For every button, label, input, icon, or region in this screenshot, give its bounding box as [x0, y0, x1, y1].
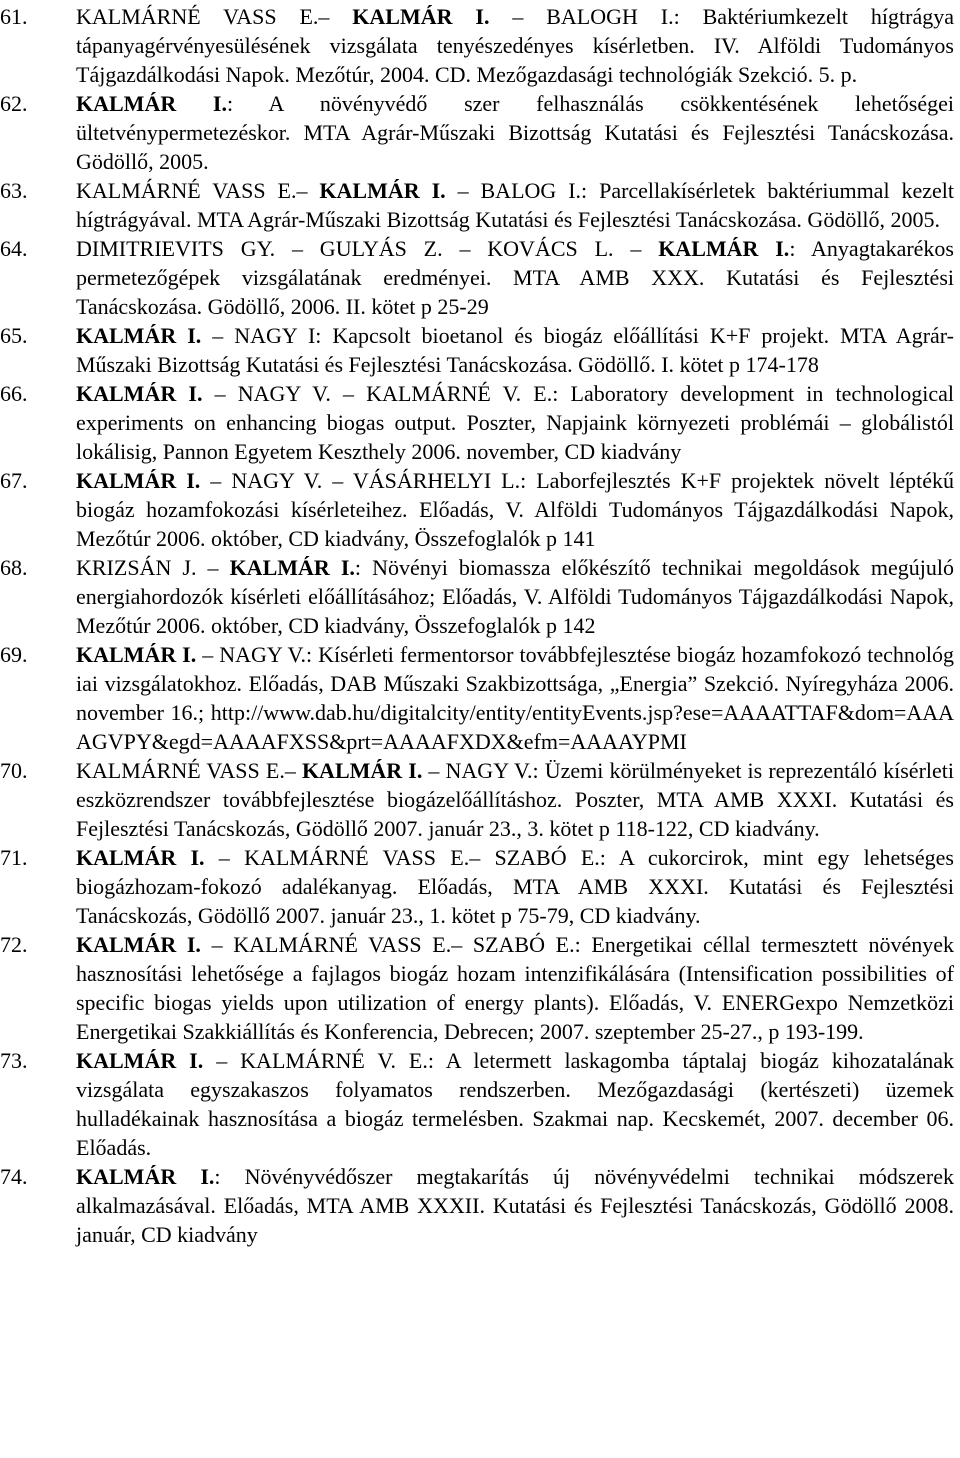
reference-segment: : Anyagtakarékos permetezőgépek vizsgálatának eredményei. MTA AMB XXX. Kutatási és Fejlesztési Tanácskozása. Gödöllő, 2006. II. kötet p 25-29 [76, 236, 954, 319]
reference-segment: : A növényvédő szer felhasználás csökkentésének lehetőségei ültetvénypermetezéskor. MTA Agrár-Műszaki Bizottság Kutatási és Fejlesztési Tanácskozása. Gödöllő, 2005. [76, 91, 955, 174]
reference-segment: KALMÁRNÉ VASS E.– [76, 178, 320, 203]
reference-entry [0, 379, 960, 466]
reference-entry [0, 756, 960, 843]
author-highlight: KALMÁR I. [301, 758, 423, 783]
reference-entry [0, 1046, 960, 1162]
reference-segment: KRIZSÁN J. – [76, 555, 230, 580]
reference-segment: : Növényvédőszer megtakarítás új növényvédelmi technikai módszerek alkalmazásával. Előadás, MTA AMB XXXII. Kutatási és Fejlesztési Tanácskozás, Gödöllő 2008. január, CD kiadvány [76, 1164, 955, 1247]
reference-segment: – NAGY V. – VÁSÁRHELYI L.: Laborfejlesztés K+F projektek növelt léptékű biogáz hozamfokozási kísérleteihez. Előadás, V. Alföldi Tudományos Tájgazdálkodási Napok, Mezőtúr 2006. október, CD kiadvány, Összefoglalók p 141 [76, 468, 955, 551]
reference-text [76, 1162, 954, 1249]
reference-entry [0, 466, 960, 553]
author-highlight: KALMÁR I. [319, 178, 446, 203]
reference-number: 72. [0, 932, 28, 957]
author-highlight: KALMÁR I. [76, 845, 205, 870]
reference-number: 66. [0, 381, 28, 406]
reference-entry [0, 89, 960, 176]
author-highlight: KALMÁR I. [76, 91, 227, 116]
reference-segment: – NAGY V.: Üzemi körülményeket is reprezentáló kísérleti eszközrendszer továbbfejlesztése biogázelőállításhoz. Poszter, MTA AMB XXXI. Kutatási és Fejlesztési Tanácskozás, Gödöllő 2007. január 23., 3. kötet p 118-122, CD kiadvány. [76, 758, 955, 841]
reference-text [76, 2, 954, 89]
author-highlight: KALMÁR I. [76, 642, 197, 667]
reference-number: 65. [0, 323, 28, 348]
reference-segment: : Növényi biomassza előkészítő technikai megoldások megújuló energiahordozók kísérleti előállításához; Előadás, V. Alföldi Tudományos Tájgazdálkodási Napok, Mezőtúr 2006. október, CD kiadvány, Összefoglalók p 142 [76, 555, 954, 638]
reference-number: 63. [0, 178, 28, 203]
reference-segment: – BALOG I.: Parcellakísérletek baktériummal kezelt hígtrágyával. MTA Agrár-Műszaki Bizottság Kutatási és Fejlesztési Tanácskozása. Gödöllő, 2005. [76, 178, 955, 232]
reference-text [76, 640, 954, 756]
reference-segment: – BALOGH I.: Baktériumkezelt hígtrágya tápanyagérvényesülésének vizsgálata tenyészedényes kísérletben. IV. Alföldi Tudományos Tájgazdálkodási Napok. Mezőtúr, 2004. CD. Mezőgazdasági technológiák Szekció. 5. p. [76, 4, 954, 87]
author-highlight: KALMÁR I. [76, 468, 201, 493]
reference-segment: – KALMÁRNÉ VASS E.– SZABÓ E.: Energetikai céllal termesztett növények hasznosítási lehetősége a fajlagos biogáz hozam intenzifikálására (Intensification possibilities of specific biogas yields upon utilization of energy plants). Előadás, V. ENERGexpo Nemzetközi Energetikai Szakkiállítás és Konferencia, Debrecen; 2007. szeptember 25-27., p 193-199. [76, 932, 954, 1044]
author-highlight: KALMÁR I. [76, 932, 201, 957]
reference-number: 74. [0, 1164, 28, 1189]
reference-entry [0, 843, 960, 930]
reference-segment: DIMITRIEVITS GY. – GULYÁS Z. – KOVÁCS L. – [76, 236, 659, 261]
reference-entry [0, 930, 960, 1046]
reference-text [76, 321, 954, 379]
reference-number: 64. [0, 236, 28, 261]
reference-number: 69. [0, 642, 28, 667]
reference-text [76, 843, 954, 930]
reference-text [76, 89, 954, 176]
reference-text [76, 930, 954, 1046]
reference-segment: KALMÁRNÉ VASS E.– [76, 4, 353, 29]
author-highlight: KALMÁR I. [76, 1048, 204, 1073]
reference-segment: – KALMÁRNÉ VASS E.– SZABÓ E.: A cukorcirok, mint egy lehetséges biogázhozam-fokozó adalékanyag. Előadás, MTA AMB XXXI. Kutatási és Fejlesztési Tanácskozás, Gödöllő 2007. január 23., 1. kötet p 75-79, CD kiadvány. [76, 845, 954, 928]
reference-entry [0, 176, 960, 234]
author-highlight: KALMÁR I. [229, 555, 355, 580]
reference-number: 67. [0, 468, 28, 493]
reference-entry [0, 640, 960, 756]
reference-text [76, 1046, 954, 1162]
author-highlight: KALMÁR I. [76, 1164, 215, 1189]
reference-number: 71. [0, 845, 28, 870]
reference-segment: – NAGY V.: Kísérleti fermentorsor továbbfejlesztése biogáz hozamfokozó technológiai vizsgálatokhoz. Előadás, DAB Műszaki Szakbizottsága, „Energia” Szekció. Nyíregyháza 2006. november 16.; http://www.dab.hu/digitalcity/entity/entityEvents.jsp?ese=AAAATTAF&dom=AAAAGVPY&egd=AAAAFXSS&prt=AAAAFXDX&efm=AAAAYPMI [76, 642, 954, 754]
reference-segment: KALMÁRNÉ VASS E.– [76, 758, 302, 783]
reference-list [0, 2, 960, 1249]
author-highlight: KALMÁR I. [76, 381, 203, 406]
reference-text [76, 466, 954, 553]
reference-text [76, 234, 954, 321]
reference-number: 68. [0, 555, 28, 580]
reference-text [76, 756, 954, 843]
reference-segment: – KALMÁRNÉ V. E.: A letermett laskagomba táptalaj biogáz kihozatalának vizsgálata egyszakaszos folyamatos rendszerben. Mezőgazdasági (kertészeti) üzemek hulladékainak hasznosítása a biogáz termelésben. Szakmai nap. Kecskemét, 2007. december 06. Előadás. [76, 1048, 955, 1160]
reference-text [76, 379, 954, 466]
reference-text [76, 176, 954, 234]
reference-segment: – NAGY I: Kapcsolt bioetanol és biogáz előállítási K+F projekt. MTA Agrár-Műszaki Bizottság Kutatási és Fejlesztési Tanácskozása. Gödöllő. I. kötet p 174-178 [76, 323, 954, 377]
reference-segment: – NAGY V. – KALMÁRNÉ V. E.: Laboratory development in technological experiments on enhancing biogas output. Poszter, Napjaink környezeti problémái – globálistól lokálisig, Pannon Egyetem Keszthely 2006. november, CD kiadvány [76, 381, 954, 464]
reference-entry [0, 1162, 960, 1249]
author-highlight: KALMÁR I. [76, 323, 202, 348]
reference-number: 62. [0, 91, 28, 116]
reference-number: 61. [0, 4, 28, 29]
author-highlight: KALMÁR I. [658, 236, 790, 261]
reference-text [76, 553, 954, 640]
author-highlight: KALMÁR I. [352, 4, 490, 29]
reference-number: 70. [0, 758, 28, 783]
reference-entry [0, 321, 960, 379]
reference-entry [0, 2, 960, 89]
reference-entry [0, 234, 960, 321]
reference-entry [0, 553, 960, 640]
reference-number: 73. [0, 1048, 28, 1073]
